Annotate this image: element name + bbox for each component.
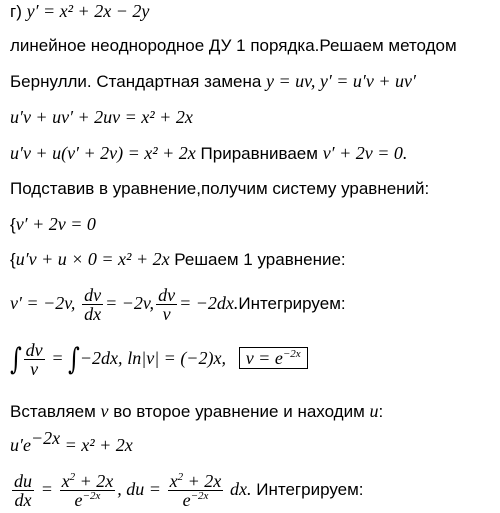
du-equals: = [40,479,53,499]
system-equation-2-expr: u′v + u × 0 = x² + 2x [15,249,170,269]
fraction-dv-dx: $\frac{dv}{dx}$ [84,285,102,325]
system-equation-1-expr: v′ + 2v = 0 [15,214,96,234]
grouped-equation [10,142,407,165]
integrate-text: Интегрируем: [238,294,346,313]
boxed-solution-v: $v = e^{-2x}$ [239,347,308,369]
separation-step [10,283,346,324]
integration-rhs: −2dx, [79,348,123,368]
substitution-text: Бернулли. Стандартная замена [10,72,267,91]
substitute-text-b: во второе уравнение и находим [108,402,370,421]
system-intro: Подставив в уравнение,получим систему уравнений: [10,179,430,198]
du-expr: , du = [117,479,161,499]
fraction-rhs-2: $\frac{x^2 + 2x}{e^{-2x}}$ [169,471,222,511]
colon: : [378,402,384,421]
system-brace-icon: { [10,215,16,234]
system-brace-icon: { [10,250,16,269]
substituted-equation [10,106,193,129]
log-result: ln|v| = (−2)x, [127,348,226,368]
system-equation-1 [10,213,96,236]
problem-letter: г) [10,2,27,21]
equation-in-u: $u'e^{-2x} = x^2 + 2x$ [10,428,133,455]
grouped-equation-expr: u′v + u(v′ + 2v) = x² + 2x [10,143,196,163]
separation-expr-b: = −2v, [105,293,155,313]
system-equation-2 [10,248,346,271]
integral-sign-icon: ∫ [9,341,22,377]
separation-expr-a: v′ = −2v, [10,293,76,313]
du-step [10,466,364,513]
var-u: u [369,401,379,421]
bernoulli-substitution [10,70,416,93]
equation-in-u-lhs: u′e [10,435,31,455]
substitute-text-a: Вставляем [10,402,101,421]
separation-expr-c: = −2dx. [179,293,239,313]
problem-heading [10,0,149,23]
fraction-dv-v-integral: $\frac{dv}{v}$ [25,340,43,380]
substitution-equation: y = uv, y′ = u′v + uv′ [266,71,416,91]
equate-text: Приравниваем [195,144,323,163]
integral-sign-icon: ∫ [68,341,80,377]
ode-description: линейное неоднородное ДУ 1 порядка.Решаем методом [10,36,457,55]
integration-equals: = [51,348,64,368]
substitute-v-text [10,400,383,423]
solve-first-text: Решаем 1 уравнение: [169,250,346,269]
ode-equation: y′ = x² + 2x − 2y [26,1,150,21]
var-v: v [100,401,109,421]
equated-condition: v′ + 2v = 0. [322,143,408,163]
fraction-dv-v: $\frac{dv}{v}$ [158,285,176,325]
substituted-equation-expr: u′v + uv′ + 2uv = x² + 2x [10,107,193,127]
equation-in-u-rhs: = x² + 2x [60,435,133,455]
integration-step [10,336,308,382]
boxed-solution-v-expr: v = e [245,348,283,368]
integrate-text-2: Интегрируем: [251,480,364,499]
fraction-du-dx: $\frac{du}{dx}$ [14,471,32,511]
fraction-rhs-1: $\frac{x^2 + 2x}{e^{-2x}}$ [61,471,114,511]
dx-term: dx. [230,479,252,499]
